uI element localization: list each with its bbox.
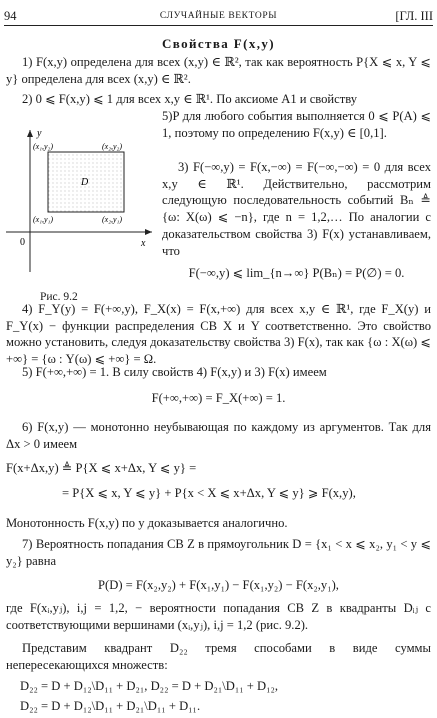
section-title: Свойства F(x,y) [161,36,276,51]
property-6: 6) F(x,y) — монотонно неубывающая по каждому из аргументов. Так для Δx > 0 имеем [6,420,431,451]
axis-y-label: y [37,128,42,139]
x-axis-arrow-icon [145,229,152,235]
vertex-x2-y1: (x₂,y₁) [102,215,122,224]
vertex-x1-y2: (x₁,y₂) [33,142,53,151]
figure-9-2 [4,122,156,278]
origin-label: 0 [20,237,25,248]
figure-9-2-drawing [4,122,156,278]
axis-x-label: x [141,238,146,249]
property-3: 3) F(−∞,y) = F(x,−∞) = F(−∞,−∞) = 0 для всех x,y ∈ ℝ¹. Действительно, рассмотрим следующую последовательность событий Bₙ ≜ {ω: X(ω) ⩽ −n}, где n = 1,2,… По аналогии с доказательством свойства 3) F(x) устанавливаем, что [162,160,431,258]
property-7-end: где F(xᵢ,yⱼ), i,j = 1,2, − вероятности попадания СВ Z в квадранты Dᵢⱼ с соответствующими вершинами (xᵢ,yⱼ), i,j = 1,2 (рис. 9.2). [6,601,431,632]
y-axis-arrow-icon [27,130,33,137]
header-rule [4,25,433,26]
property-2-cont: 5)P для любого события выполняется 0 ⩽ P(A) ⩽ 1, поэтому по определению F(x,y) ∈ [0,1]. [162,109,431,140]
equation-8b: D₂₂ = D + D₁₂\D₁₁ + D₂₁\D₁₁ + D₁₁. [20,699,201,713]
quadrant-intro: Представим квадрант D₂₂ тремя способами в виде суммы непересекающихся множеств: [6,641,431,672]
chapter-label: [ГЛ. III [395,9,433,23]
running-title: СЛУЧАЙНЫЕ ВЕКТОРЫ [159,11,278,21]
vertex-x2-y2: (x₂,y₂) [102,142,122,151]
property-1: 1) F(x,y) определена для всех (x,y) ∈ ℝ², так как вероятность P{X ⩽ x, Y ⩽ y} определена для всех (x,y) ∈ ℝ². [6,55,431,86]
equation-6b: = P{X ⩽ x, Y ⩽ y} + P{x < X ⩽ x+Δx, Y ⩽ y} ⩾ F(x,y), [62,486,356,500]
equation-8a: D₂₂ = D + D₁₂\D₁₁ + D₂₁, D₂₂ = D + D₂₁\D₁₁ + D₁₂, [20,679,279,693]
figure-caption: Рис. 9.2 [40,291,78,303]
equation-5: F(+∞,+∞) = F_X(+∞) = 1. [151,391,286,405]
property-4: 4) F_Y(y) = F(+∞,y), F_X(x) = F(x,+∞) для всех x,y ∈ ℝ¹, где F_X(y) и F_Y(x) − функции распределения СВ X и Y соответственно. Это свойство можно установить, следуя доказательству свойства 3) F(x), так как {ω : X(ω) ⩽ +∞} = {ω : Y(ω) ⩽ +∞} = Ω. [6,302,431,367]
page-number: 94 [4,9,17,23]
equation-6a: F(x+Δx,y) ≜ P{X ⩽ x+Δx, Y ⩽ y} = [6,461,197,475]
running-header [4,8,433,24]
property-2-lead: 2) 0 ⩽ F(x,y) ⩽ 1 для всех x,y ∈ ℝ¹. По аксиоме A1 и свойству [22,92,358,106]
vertex-x1-y1: (x₁,y₁) [33,215,53,224]
property-7: 7) Вероятность попадания СВ Z в прямоугольник D = {x₁ < x ⩽ x₂, y₁ < y ⩽ y₂} равна [6,537,431,568]
equation-7: P(D) = F(x₂,y₂) + F(x₁,y₁) − F(x₁,y₂) − F(x₂,y₁), [98,578,339,592]
region-label: D [81,177,89,188]
property-5: 5) F(+∞,+∞) = 1. В силу свойств 4) F(x,y) и 3) F(x) имеем [22,365,327,379]
property-6-end: Монотонность F(x,y) по y доказывается аналогично. [6,516,288,530]
equation-3: F(−∞,y) ⩽ lim_{n→∞} P(Bₙ) = P(∅) = 0. [188,266,405,280]
